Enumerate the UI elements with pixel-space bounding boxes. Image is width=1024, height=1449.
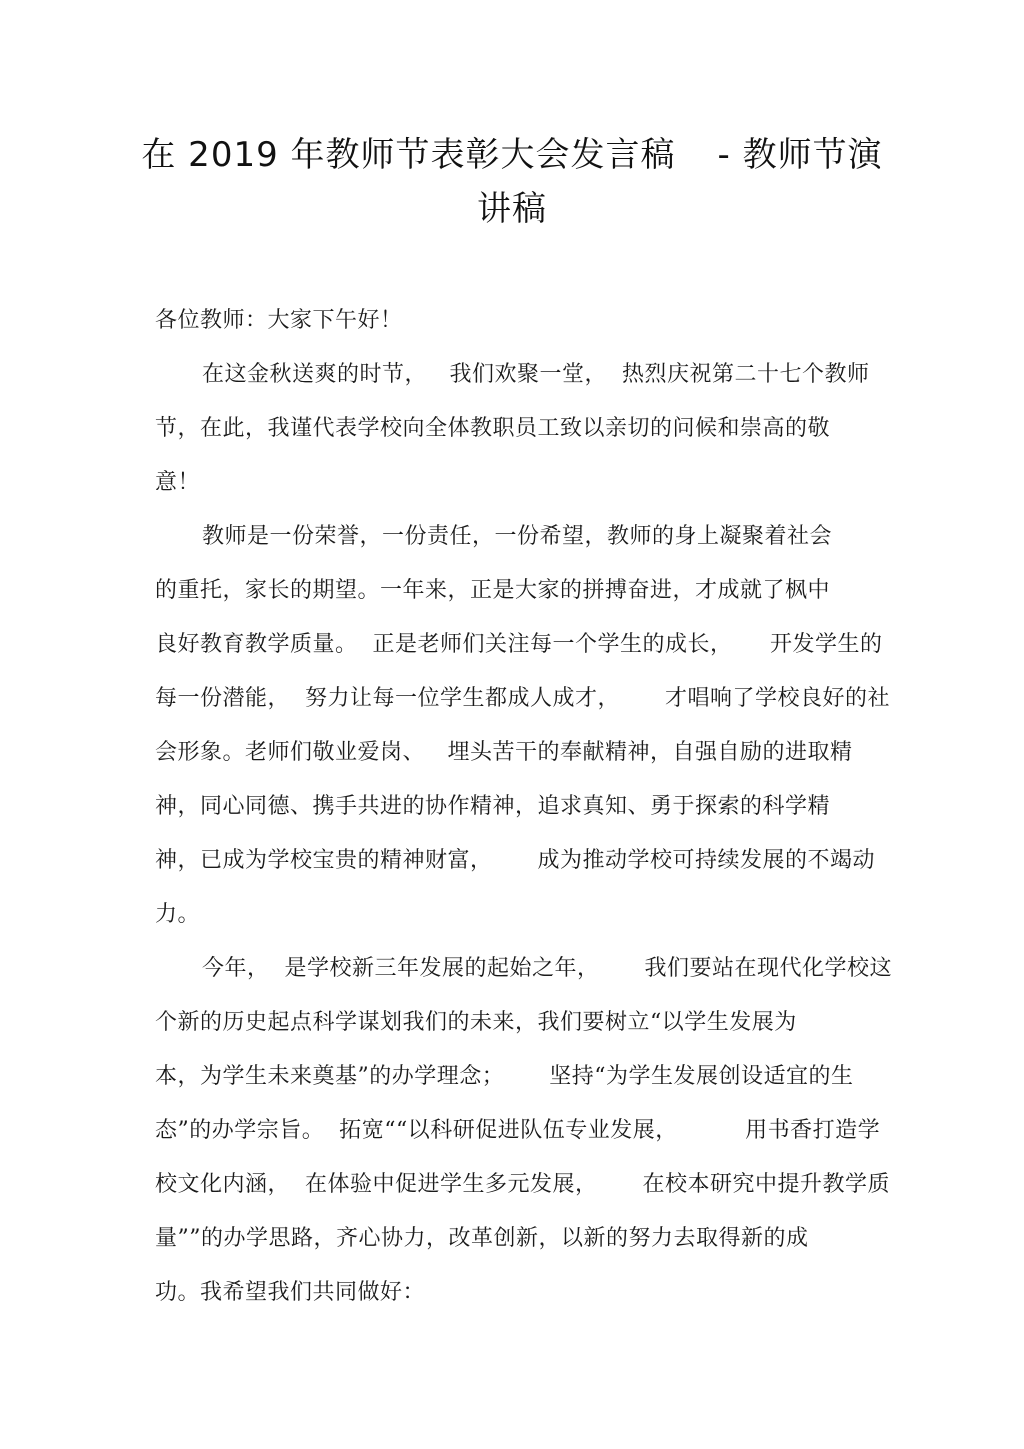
title-line-2: 讲稿 xyxy=(477,189,547,229)
document-title xyxy=(140,128,884,236)
title-line-1 xyxy=(140,128,884,182)
text-line: 教师是一份荣誉，一份责任，一份希望，教师的身上凝聚着社会 xyxy=(202,524,833,549)
text-line: 节，在此，我谨代表学校向全体教职员工致以亲切的问候和崇高的敬 xyxy=(155,416,831,441)
text-line: 意！ xyxy=(155,470,201,495)
text-line: 今年， 是学校新三年发展的起始之年， 我们要站在现代化学校这 xyxy=(202,956,892,981)
greeting-line: 各位教师：大家下午好！ xyxy=(155,308,403,333)
text-line: 会形象。老师们敬业爱岗、 埋头苦干的奉献精神，自强自励的进取精 xyxy=(155,740,853,765)
text-line: 力。 xyxy=(155,902,201,927)
text-line: 神，同心同德、携手共进的协作精神，追求真知、勇于探索的科学精 xyxy=(155,794,831,819)
text-line: 神，已成为学校宝贵的精神财富， 成为推动学校可持续发展的不竭动 xyxy=(155,848,875,873)
text-line: 在这金秋送爽的时节， 我们欢聚一堂， 热烈庆祝第二十七个教师 xyxy=(202,362,870,387)
text-line: 量””的办学思路，齐心协力，改革创新，以新的努力去取得新的成 xyxy=(155,1226,809,1251)
text-line: 本，为学生未来奠基”的办学理念； 坚持“为学生发展创设适宜的生 xyxy=(155,1064,854,1089)
text-line: 态”的办学宗旨。 拓宽““以科研促进队伍专业发展， 用书香打造学 xyxy=(155,1118,881,1143)
text-line: 功。我希望我们共同做好： xyxy=(155,1280,426,1305)
title-line-1-main: 在 2019 年教师节表彰大会发言稿 xyxy=(141,135,676,175)
text-line: 每一份潜能， 努力让每一位学生都成人成才， 才唱响了学校良好的社 xyxy=(155,686,890,711)
text-line: 校文化内涵， 在体验中促进学生多元发展， 在校本研究中提升教学质 xyxy=(155,1172,890,1197)
text-line: 个新的历史起点科学谋划我们的未来，我们要树立“以学生发展为 xyxy=(155,1010,797,1035)
text-line: 的重托，家长的期望。一年来，正是大家的拼搏奋进，才成就了枫中 xyxy=(155,578,831,603)
speech-body xyxy=(155,294,892,1320)
title-line-1-suffix: - 教师节演 xyxy=(717,135,883,175)
text-line: 良好教育教学质量。 正是老师们关注每一个学生的成长， 开发学生的 xyxy=(155,632,883,657)
